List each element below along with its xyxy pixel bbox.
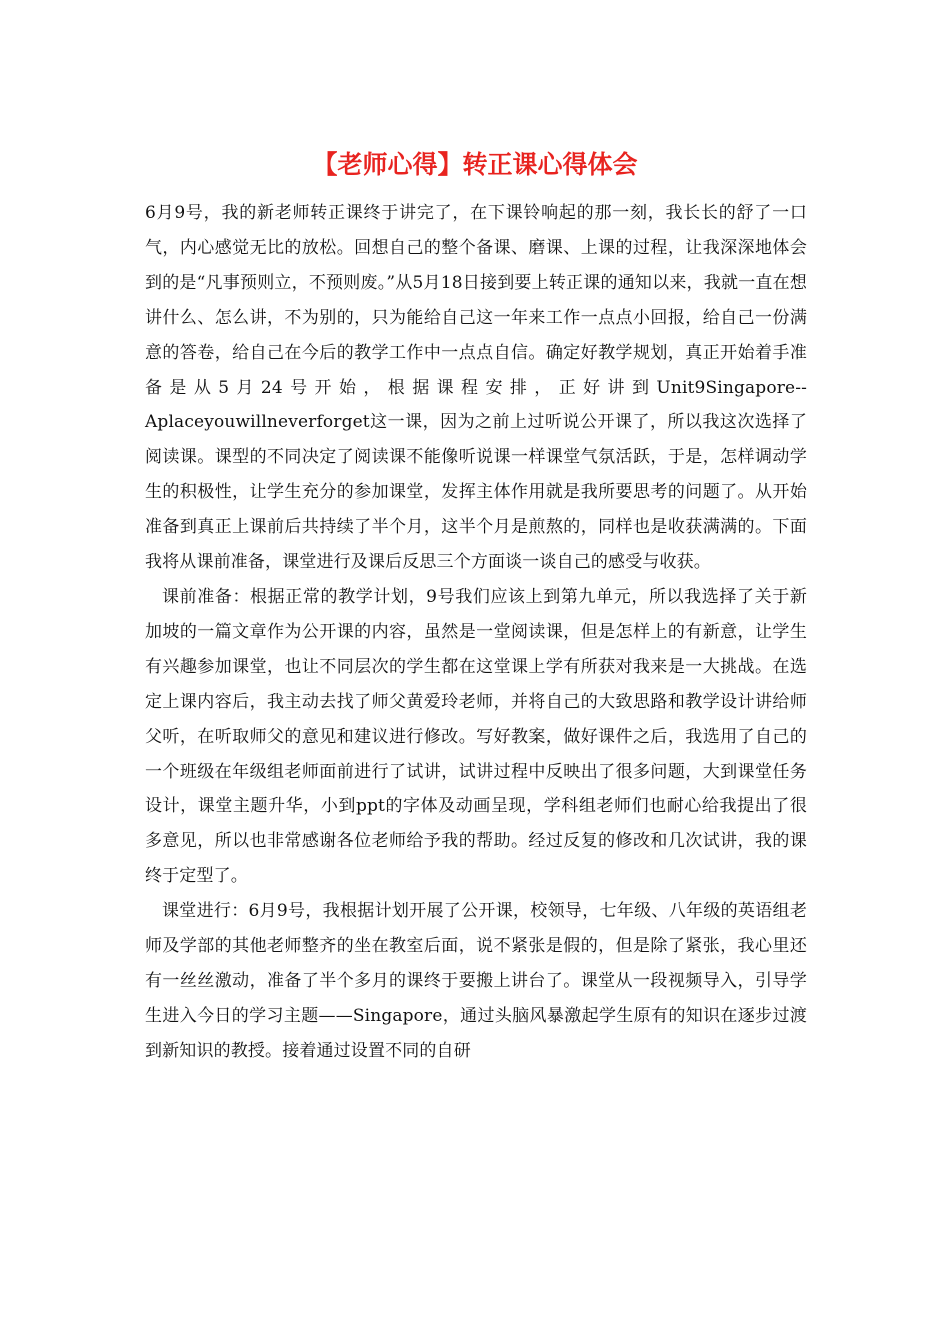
paragraph-classroom: 课堂进行：6月9号，我根据计划开展了公开课，校领导，七年级、八年级的英语组老师及学部的其他老师整齐的坐在教室后面，说不紧张是假的，但是除了紧张，我心里还有一丝丝激动，准备了半个多月的课终于要搬上讲台了。课堂从一段视频导入，引导学生进入今日的学习主题——Singapore，通过头脑风暴激起学生原有的知识在逐步过渡到新知识的教授。接着通过设置不同的自研 [145,901,807,1061]
document-body [145,196,807,1069]
document-title: 【老师心得】转正课心得体会 [312,150,638,179]
paragraph-intro: 6月9号，我的新老师转正课终于讲完了，在下课铃响起的那一刻，我长长的舒了一口气，内心感觉无比的放松。回想自己的整个备课、磨课、上课的过程，让我深深地体会到的是“凡事预则立，不预则废。”从5月18日接到要上转正课的通知以来，我就一直在想讲什么、怎么讲，不为别的，只为能给自己这一年来工作一点点小回报，给自己一份满意的答卷，给自己在今后的教学工作中一点点自信。确定好教学规划，真正开始着手准备是从5月24号开始，根据课程安排，正好讲到Unit9Singapore--Aplaceyouwillneverforget这一课，因为之前上过听说公开课了，所以我这次选择了阅读课。课型的不同决定了阅读课不能像听说课一样课堂气氛活跃，于是，怎样调动学生的积极性，让学生充分的参加课堂，发挥主体作用就是我所要思考的问题了。从开始准备到真正上课前后共持续了半个月，这半个月是煎熬的，同样也是收获满满的。下面我将从课前准备，课堂进行及课后反思三个方面谈一谈自己的感受与收获。 [145,203,807,573]
paragraph-preparation: 课前准备：根据正常的教学计划，9号我们应该上到第九单元，所以我选择了关于新加坡的一篇文章作为公开课的内容，虽然是一堂阅读课，但是怎样上的有新意，让学生有兴趣参加课堂，也让不同层次的学生都在这堂课上学有所获对我来是一大挑战。在选定上课内容后，我主动去找了师父黄爱玲老师，并将自己的大致思路和教学设计讲给师父听，在听取师父的意见和建议进行修改。写好教案，做好课件之后，我选用了自己的一个班级在年级组老师面前进行了试讲，试讲过程中反映出了很多问题，大到课堂任务设计，课堂主题升华，小到ppt的字体及动画呈现，学科组老师们也耐心给我提出了很多意见，所以也非常感谢各位老师给予我的帮助。经过反复的修改和几次试讲，我的课终于定型了。 [145,586,807,887]
